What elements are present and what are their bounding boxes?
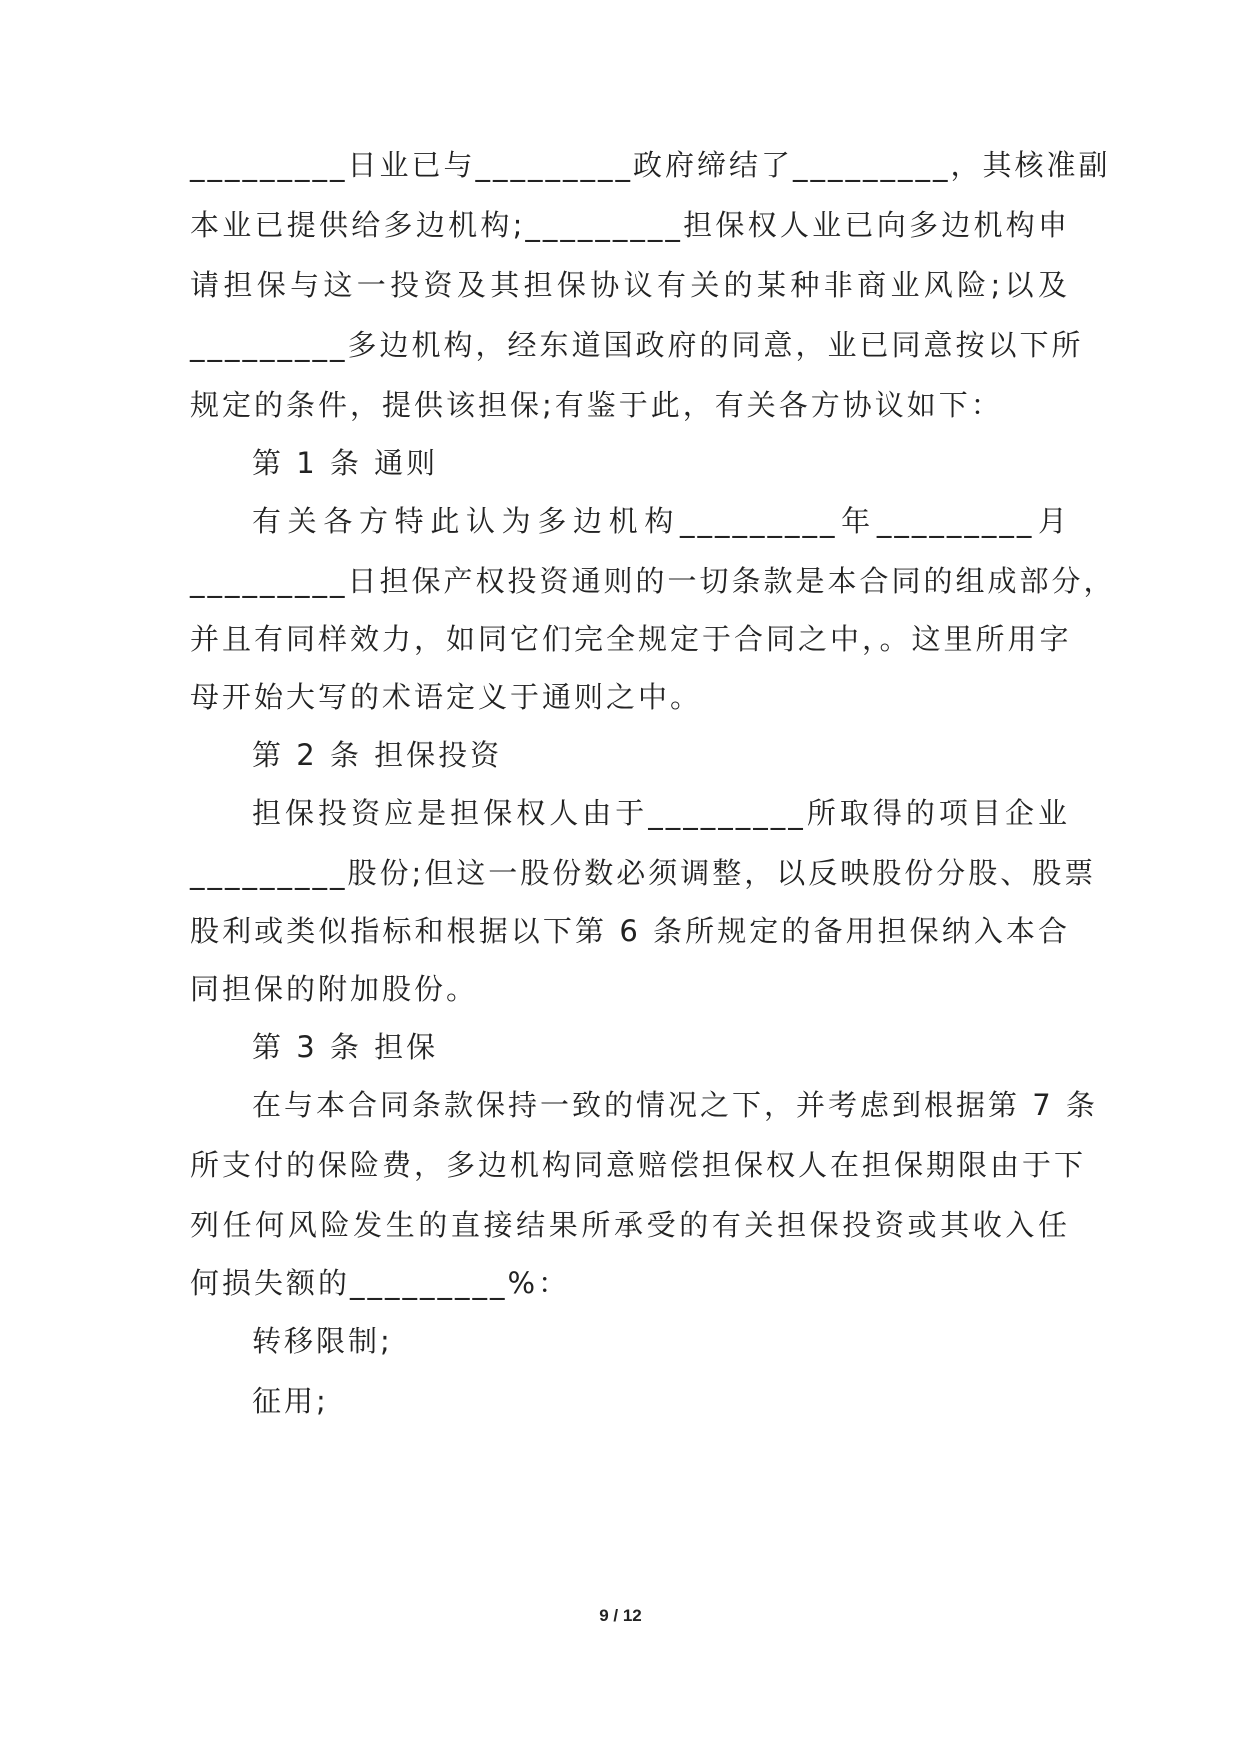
body-line-3: 请担保与这一投资及其担保协议有关的某种非商业风险;以及 [190, 268, 1070, 302]
body-line-4: _________多边机构，经东道国政府的同意，业已同意按以下所 [190, 328, 1084, 362]
body-line-9: 并且有同样效力，如同它们完全规定于合同之中，。这里所用字 [190, 622, 1072, 656]
body-line-19: 列任何风险发生的直接结果所承受的有关担保投资或其收入任 [190, 1208, 1070, 1242]
body-line-14: 股利或类似指标和根据以下第 6 条所规定的备用担保纳入本合 [190, 914, 1070, 948]
body-line-2: 本业已提供给多边机构;_________担保权人业已向多边机构申 [190, 208, 1070, 242]
body-line-5: 规定的条件，提供该担保;有鉴于此，有关各方协议如下： [190, 388, 1003, 422]
body-line-12: 担保投资应是担保权人由于_________所取得的项目企业 [252, 796, 1070, 830]
body-line-15: 同担保的附加股份。 [190, 972, 479, 1006]
body-line-17: 在与本合同条款保持一致的情况之下，并考虑到根据第 7 条 [252, 1088, 1098, 1122]
body-line-8: _________日担保产权投资通则的一切条款是本合同的组成部分， [190, 564, 1116, 598]
body-line-10: 母开始大写的术语定义于通则之中。 [190, 680, 703, 714]
page-number: 9 / 12 [599, 1606, 642, 1625]
article-1-heading: 第 1 条 通则 [252, 446, 439, 480]
list-item-transfer-restriction: 转移限制; [252, 1324, 393, 1358]
body-line-7: 有关各方特此认为多边机构_________年_________月 [252, 504, 1070, 538]
article-2-heading: 第 2 条 担保投资 [252, 738, 503, 772]
body-line-1: _________日业已与_________政府缔结了_________，其核准副 [190, 148, 1111, 182]
body-line-18: 所支付的保险费，多边机构同意赔偿担保权人在担保期限由于下 [190, 1148, 1087, 1182]
article-3-heading: 第 3 条 担保 [252, 1030, 439, 1064]
list-item-expropriation: 征用; [252, 1384, 329, 1418]
body-line-13: _________股份;但这一股份数必须调整，以反映股份分股、股票 [190, 856, 1097, 890]
body-line-20: 何损失额的_________%： [190, 1266, 571, 1300]
